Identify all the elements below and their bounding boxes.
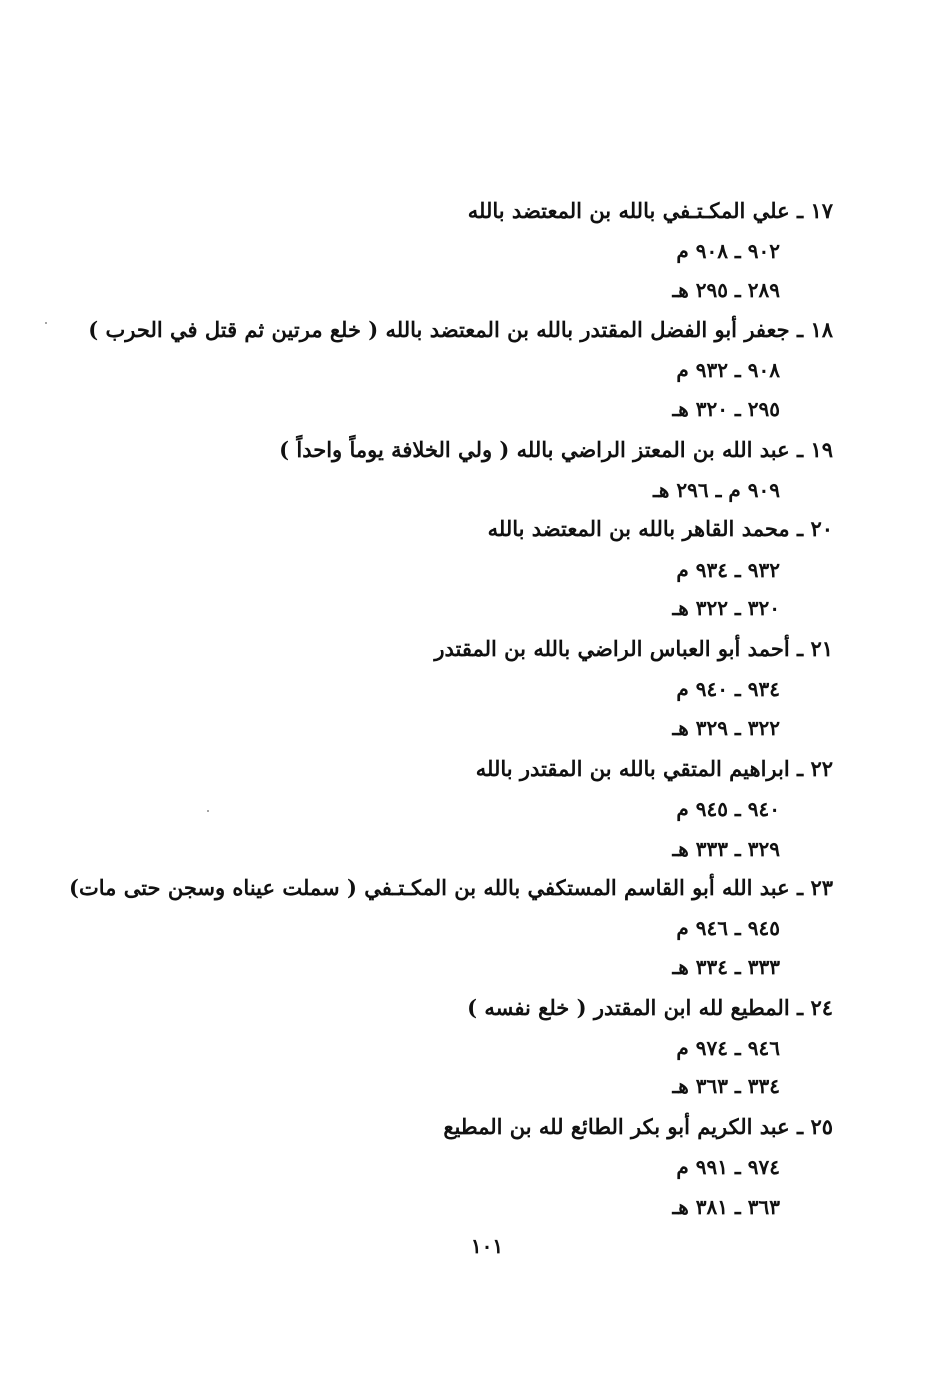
entry-22-ad-dates: ٩٤٠ ـ ٩٤٥ م [676,797,780,821]
entry-25-ad-dates: ٩٧٤ ـ ٩٩١ م [676,1155,780,1179]
entry-17-title: ١٧ ـ علي المكـتـفي بالله بن المعتضد بالله [467,198,833,223]
entry-20-ad-dates: ٩٣٢ ـ ٩٣٤ م [676,558,780,582]
page-number: ١٠١ [470,1234,504,1258]
entry-24-title: ٢٤ ـ المطيع لله ابن المقتدر ( خلع نفسه ) [467,995,833,1020]
scan-speck [207,810,209,812]
entry-20-ah-dates: ٣٢٠ ـ ٣٢٢ هـ [672,596,780,620]
entry-18-ah-dates: ٢٩٥ ـ ٣٢٠ هـ [672,397,780,421]
entry-23-title: ٢٣ ـ عبد الله أبو القاسم المستكفي بالله بن المكـتـفي ( سملت عيناه وسجن حتى مات) [69,875,833,900]
entry-25-ah-dates: ٣٦٣ ـ ٣٨١ هـ [672,1195,780,1219]
entry-25-title: ٢٥ ـ عبد الكريم أبو بكر الطائع لله بن المطيع [443,1114,833,1139]
entry-18-title: ١٨ ـ جعفر أبو الفضل المقتدر بالله بن المعتضد بالله ( خلع مرتين ثم قتل في الحرب ) [88,317,833,342]
entry-18-ad-dates: ٩٠٨ ـ ٩٣٢ م [676,358,780,382]
entry-17-ah-dates: ٢٨٩ ـ ٢٩٥ هـ [672,278,780,302]
entry-23-ad-dates: ٩٤٥ ـ ٩٤٦ م [676,916,780,940]
entry-22-title: ٢٢ ـ ابراهيم المتقي بالله بن المقتدر بالله [475,756,833,781]
entry-23-ah-dates: ٣٣٣ ـ ٣٣٤ هـ [672,955,780,979]
entry-19-title: ١٩ ـ عبد الله بن المعتز الراضي بالله ( ولي الخلافة يوماً واحداً ) [279,437,833,462]
entry-20-title: ٢٠ ـ محمد القاهر بالله بن المعتضد بالله [487,516,833,541]
entry-24-ad-dates: ٩٤٦ ـ ٩٧٤ م [676,1036,780,1060]
entry-22-ah-dates: ٣٢٩ ـ ٣٣٣ هـ [672,837,780,861]
entry-19-dates: ٩٠٩ م ـ ٢٩٦ هـ [653,478,780,502]
entry-17-ad-dates: ٩٠٢ ـ ٩٠٨ م [676,239,780,263]
scan-speck [45,322,47,324]
entry-21-title: ٢١ ـ أحمد أبو العباس الراضي بالله بن المقتدر [434,636,833,661]
entry-24-ah-dates: ٣٣٤ ـ ٣٦٣ هـ [672,1074,780,1098]
entry-21-ad-dates: ٩٣٤ ـ ٩٤٠ م [676,677,780,701]
entry-21-ah-dates: ٣٢٢ ـ ٣٢٩ هـ [672,716,780,740]
